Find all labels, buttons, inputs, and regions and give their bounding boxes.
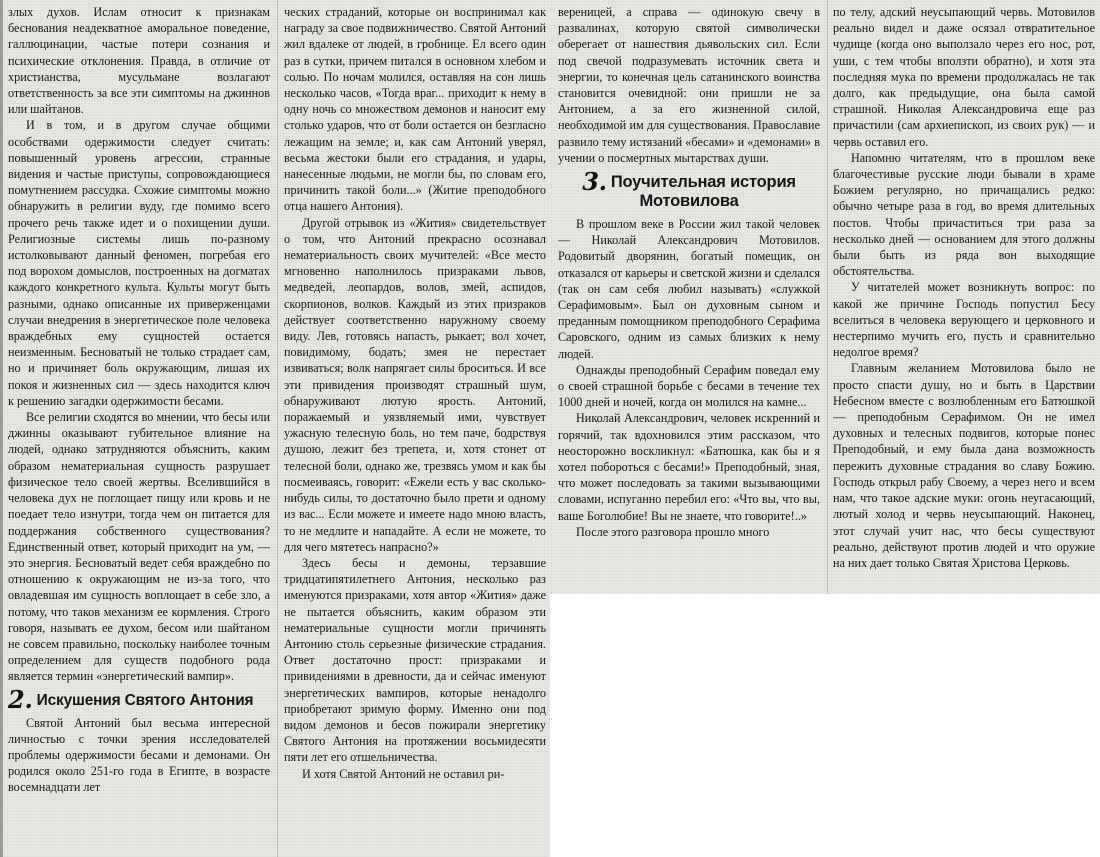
paragraph: Николай Александрович, человек искренний и горячий, так вдохновился этим рассказом, что неосторожно воскликнул: «Батюшка, как бы и я хотел побороться с бесами!» Преподобный, зная, что может последовать за такими вызывающими словами, испуганно перебил его: «Что вы, что вы, ваше Боголюбие! Вы не знаете, что говорите!..»: [558, 411, 820, 523]
paragraph: И хотя Святой Антоний не оставил ри-: [302, 766, 505, 781]
handwritten-section-number: 3.: [582, 167, 607, 197]
handwritten-section-number: 2.: [8, 684, 33, 714]
section-heading-text: Искушения Святого Антония: [36, 691, 254, 709]
scan-edge-shadow: [0, 0, 3, 857]
paragraph: Однажды преподобный Серафим поведал ему о своей страшной борьбе с бесами в течение тех 1000 дней и ночей, когда он молился на камне...: [558, 362, 820, 410]
paragraph: ческих страданий, которые он воспринимал как награду за свое подвижничество. Святой Антоний жил вдалеке от людей, в гробнице. Ел всего один раз в сутки, причем питался в основном хлебом и солью. По ночам молился, оставляя на сон лишь несколько часов, «Тогда враг... приходит к нему в одну ночь со множеством демонов и наносит ему столько ударов, что от боли остается он безгласно лежащим на земле; и, как сам Антоний уверял, весьма жестоки были его страдания, и удары, нанесенные людьми, не могли бы, по словам его, причинить такой боли...» (Житие преподобного отца нашего Антония).: [284, 5, 546, 214]
paragraph: И в том, и в другом случае общими особствами одержимости следует считать: повышенный уровень агрессии, странные видения и частые приступы, сопровождающиеся помутнением рассудка. Схожие симптомы можно обнаружить в религии вуду, где помимо всего прочего речь также идет и о похищении души. Религиозные системы лишь по-разному истолковывают данный феномен, погребая его под ворохом домыслов, построенных на догматах каждого конкретного культа. Культы могут быть разными, однако описанные их приверженцами случаи внедрения в энергетическое поле человека враждебных ему сущностей остается неизменным. Бесноватый не только страдает сам, но и причиняет боль окружающим, лишая их покоя и жизненных сил — здесь находится ключ к решению загадки одержимости бесами.: [8, 118, 270, 408]
paragraph: Напомню читателям, что в прошлом веке благочестивые русские люди бывали в храме Божием регулярно, но причащались редко: обычно четыре раза в год, во время длительных постов. Чтобы причаститься три раза за несколько дней — основанием для этого должны были быть из ряда вон выходящие обстоятельства.: [833, 150, 1095, 279]
section-heading-2: [8, 684, 270, 714]
paragraph: Главным желанием Мотовилова было не просто спасти душу, но и быть в Царствии Небесном вместе с возлюбленным его Батюшкой — преподобным Серафимом. Он не имел духовных и телесных подвигов, которые понес Преподобный, и ему была дана возможность пережить духовные страдания во славу Божию. Господь открыл рабу Своему, а через него и всем нам, что такое адские муки: огонь неугасающий, лютый холод и червь неусыпающий. Наконец, этот случай учит нас, что бесы существуют реально, действуют против людей и что оружие на них дает только Святая Христова Церковь.: [833, 361, 1095, 570]
column-separator: [827, 0, 828, 594]
paragraph: злых духов. Ислам относит к признакам беснования неадекватное аморальное поведение, галлюцинации, частые потери сознания и психические отклонения. Правда, в отличие от христианства, мусульмане возлагают ответственность за все эти симптомы на джиннов или шайтанов.: [8, 5, 270, 117]
paragraph: Все религии сходятся во мнении, что бесы или джинны оказывают губительное влияние на людей, однако затрудняются объяснить, каким образом нематериальная сущность разрушает физическое тело своей жертвы. Вселившийся в человека дух не поглощает пищу или кровь и не поедает тело изнутри, тогда чем он питается для поддержания собственного существования? Единственный ответ, который приходит на ум, — это энергия. Бесноватый ведет себя враждебно по отношению к окружающим не из-за того, что овладевшая им сущность воплощает в себе зло, а потому, что таков механизм ее кормления. Строго говоря, называть ее духом, бесом или шайтаном не совсем правильно, поскольку наиболее точным определением для существ подобного рода является термин «энергетический вампир».: [8, 410, 270, 684]
paragraph: В прошлом веке в России жил такой человек — Николай Александрович Мотовилов. Родовитый дворянин, богатый помещик, он отказался от карьеры и светской жизни и сделался (так он сам себя любил называть) «служкой Серафимовым». Был он духовным сыном и преданным помощником преподобного Серафима Саровского, одним из самых близких к нему людей.: [558, 217, 820, 361]
paragraph: У читателей может возникнуть вопрос: по какой же причине Господь попустил Бесу вселиться в человека верующего и церковного и нестерпимо мучить его, пусть и сравнительно недолгое время?: [833, 280, 1095, 360]
paragraph: Другой отрывок из «Жития» свидетельствует о том, что Антоний прекрасно осознавал нематериальность своих мучителей: «Все место мгновенно наполнилось призраками львов, медведей, леопардов, волов, змей, аспидов, скорпионов, волков. Каждый из этих призраков действует соответственно наружному своему виду. Лев, готовясь напасть, рыкает; вол хочет, повидимому, бодать; змея не перестает извиваться; волк напрягает силы броситься. И все эти привидения производят страшный шум, обнаруживают лютую ярость. Антоний, поражаемый и уязвляемый ими, чувствует ужасную телесную боль, но тем паче, бодрствуя душою, лежит без трепета, и, хотя стонет от телесной боли, однако же, трезвясь умом и как бы посмеиваясь, говорит: «Ежели есть у вас сколько-нибудь силы, то достаточно было прети и одному из вас... Если можете и имеете надо мною власть, то не медлите и нападайте. А если не можете, то для чего мятетесь напрасно?»: [284, 215, 546, 554]
paragraph: вереницей, а справа — одинокую свечу в развалинах, которую святой символически оберегает от нашествия дьявольских сил. Если под свечой подразумевать источник света и энергии, то конечная цель сатанинского воинства становится очевидной: они пришли не за Антонием, а за его жизненной силой, необходимой им для существования. Православие развило тему истязаний «бесами» и «демонами» в учении о посмертных мытарствах души.: [558, 5, 820, 165]
paragraph: Здесь бесы и демоны, терзавшие тридцатипятилетнего Антония, несколько раз именуются призраками, хотя автор «Жития» даже не пытается объяснить, каким образом эти нематериальные сущности могли причинять Антонию столь серьезные физические страдания. Ответ достаточно прост: призраками и привидениями в древности, да и сейчас именуют энергетических вампиров, которые ненадолго приобретают зримую форму. Именно они под видом демонов и бесов пожирали энергетику Святого Антония на протяжении восьмидесяти пяти лет его отшельничества.: [284, 555, 546, 765]
section-heading-3: [558, 167, 820, 211]
column-separator: [277, 0, 278, 857]
article-column-1: [8, 4, 270, 856]
article-column-2: [284, 4, 546, 856]
paragraph: После этого разговора прошло много: [576, 524, 770, 539]
article-column-4: [833, 4, 1095, 592]
paragraph: по телу, адский неусыпающий червь. Мотовилов реально видел и даже осязал отвратительное чудище (когда оно выползало через его нос, рот, уши, с тем чтобы вползти обратно), и хотя эта последняя мука по времени продолжалась не так долго, как предыдущие, она была самой страшной. Николая Александровича еще раз причастили (сам архиепископ, из своих рук) — и червь оставил его.: [833, 5, 1095, 149]
article-column-3: [558, 4, 820, 592]
paragraph: Святой Антоний был весьма интересной личностью с точки зрения исследователей проблемы одержимости бесами и демонами. Он родился около 251-го года в Египте, в возрасте восемнадцати лет: [8, 715, 270, 795]
section-heading-text: Поучительная история Мотовилова: [610, 173, 796, 211]
